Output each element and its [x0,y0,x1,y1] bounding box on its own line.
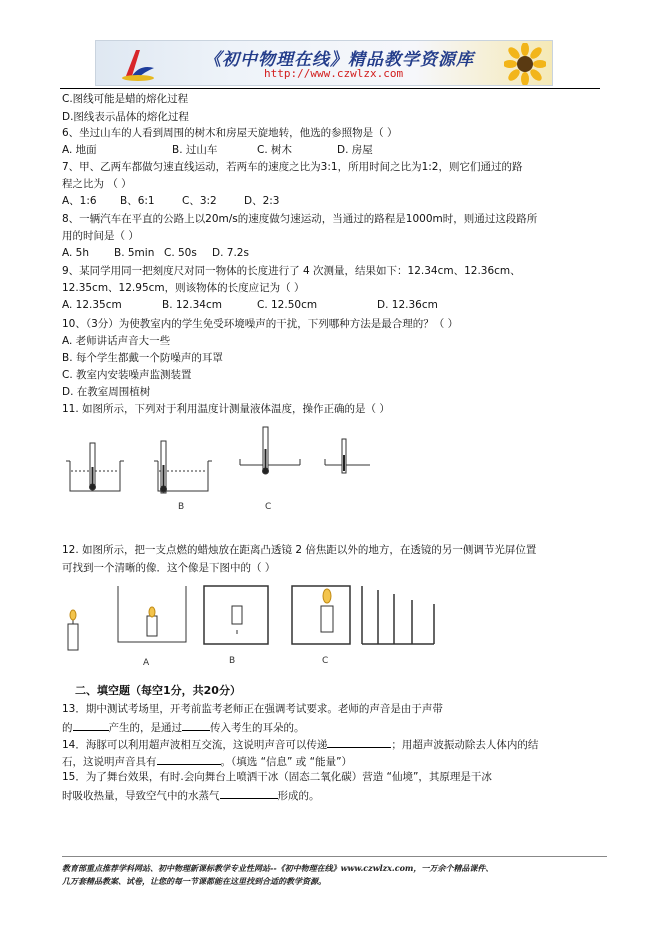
image-c [292,586,350,644]
q13-text-3: 传入考生的耳朵的。 [210,722,305,734]
image-a [118,586,186,642]
site-logo [118,46,158,82]
question-7-options [62,194,279,208]
q7-option-a: A、1:6 [62,195,97,207]
q14-blank-2[interactable] [157,753,221,765]
q6-option-c: C. 树木 [257,144,293,156]
question-6: 6、坐过山车的人看到周围的树木和房屋天旋地转，他选的参照物是（ ） [62,127,398,139]
q13-blank-1[interactable] [73,719,109,731]
figure-candle-images [62,582,502,660]
question-12-line1: 12. 如图所示，把一支点燃的蜡烛放在距离凸透镜 2 倍焦距以外的地方，在透镜的另一侧调节光屏位置 [62,544,537,556]
question-12-line2: 可找到一个清晰的像．这个像是下图中的（ ） [62,562,276,574]
q14-text-3: 石，这说明声音具有 [62,756,157,768]
question-10: 10、（3分）为使教室内的学生免受环境噪声的干扰，下列哪种方法是最合理的？（ ） [62,318,459,330]
q8-option-d: D. 7.2s [212,247,249,259]
q14-blank-1[interactable] [327,736,391,748]
q8-option-c: C. 50s [164,247,197,259]
question-8-line1: 8、一辆汽车在平直的公路上以20m/s的速度做匀速运动，当通过的路程是1000m时，则通过这段路所 [62,213,538,225]
beaker-d [325,439,370,473]
image-d [362,586,434,644]
q6-option-a: A. 地面 [62,144,97,156]
question-9-line1: 9、某同学用同一把刻度尺对同一物体的长度进行了 4 次测量，结果如下：12.34cm、12.36cm、 [62,265,521,277]
q8-option-b: B. 5min [114,247,155,259]
question-10-option-b: B. 每个学生都戴一个防噪声的耳罩 [62,352,223,364]
question-7-line1: 7、甲、乙两车都做匀速直线运动，若两车的速度之比为3:1，所用时间之比为1:2，则它们通过的路 [62,161,523,173]
question-10-option-d: D. 在教室周围植树 [62,386,151,398]
beaker-c [240,427,300,474]
sunflower-icon [504,43,546,85]
footer-line-1: 教育部重点推荐学科网站、初中物理新课标教学专业性网站--《初中物理在线》www.czwlzx.com，一万余个精品课件、 [62,863,494,873]
q14-text-2: ；用超声波振动除去人体内的结 [391,739,539,751]
option-c-prev: C.图线可能是蜡的熔化过程 [62,93,189,105]
image-b [204,586,268,644]
question-13-line2 [62,719,305,735]
question-14-line1 [62,736,538,752]
q7-option-d: D、2:3 [244,195,280,207]
fig11-label-b: B [178,502,185,512]
question-9-options [62,298,438,312]
footer-line-2: 几万套精品教案、试卷，让您的每一节课都能在这里找到合适的教学资源。 [62,876,326,886]
question-8-line2: 用的时间是（ ） [62,230,139,242]
question-6-options [62,143,373,157]
question-7-line2: 程之比为 （ ） [62,178,132,190]
q6-option-d: D. 房屋 [337,144,373,156]
q15-blank-1[interactable] [220,787,278,799]
figure-thermometers [60,425,390,520]
q15-text-2: 形成的。 [277,790,320,802]
q13-text-2: 产生的，是通过 [108,722,182,734]
fig12-label-c: C [322,656,329,666]
question-13-line1: 13．期中测试考场里，开考前监考老师正在强调考试要求。老师的声音是由于声带 [62,703,443,715]
q13-text-1: 的 [62,722,73,734]
q9-option-a: A. 12.35cm [62,299,122,311]
q14-text-1: 14．海豚可以利用超声波相互交流，这说明声音可以传递 [62,739,328,751]
banner-title: 《初中物理在线》精品教学资源库 [204,50,474,70]
question-9-line2: 12.35cm、12.95cm，则该物体的长度应记为（ ） [62,282,305,294]
q9-option-c: C. 12.50cm [257,299,318,311]
q14-text-4: 。（填选 “信息” 或 “能量”） [220,756,353,768]
question-15-line2 [62,787,320,803]
q13-blank-2[interactable] [182,719,210,731]
question-11: 11. 如图所示，下列对于利用温度计测量液体温度，操作正确的是（ ） [62,403,390,415]
q9-option-b: B. 12.34cm [162,299,222,311]
fig12-label-a: A [143,658,150,668]
q15-text-1: 时吸收热量，导致空气中的水蒸气 [62,790,220,802]
question-10-option-a: A. 老师讲话声音大一些 [62,335,171,347]
beaker-a [66,443,124,491]
beaker-b [154,441,212,493]
q8-option-a: A. 5h [62,247,90,259]
q7-option-c: C、3:2 [182,195,217,207]
question-14-line2 [62,753,352,769]
fig11-label-c: C [265,502,272,512]
reference-candle [68,610,78,650]
fig12-label-b: B [229,656,236,666]
option-d-prev: D.图线表示晶体的熔化过程 [62,111,189,123]
q7-option-b: B、6:1 [120,195,155,207]
q6-option-b: B. 过山车 [172,144,218,156]
question-15-line1: 15．为了舞台效果，有时.会向舞台上喷洒干冰（固态二氧化碳）营造 “仙境”，其原理是干冰 [62,771,492,783]
banner-url[interactable]: http://www.czwlzx.com [264,67,404,80]
header-rule [60,88,600,89]
q9-option-d: D. 12.36cm [377,299,438,311]
question-8-options [62,246,249,260]
footer-rule [62,856,607,857]
section-2-title: 二、填空题（每空1分，共20分） [75,684,241,697]
header-banner [95,40,553,86]
question-10-option-c: C. 教室内安装噪声监测装置 [62,369,192,381]
